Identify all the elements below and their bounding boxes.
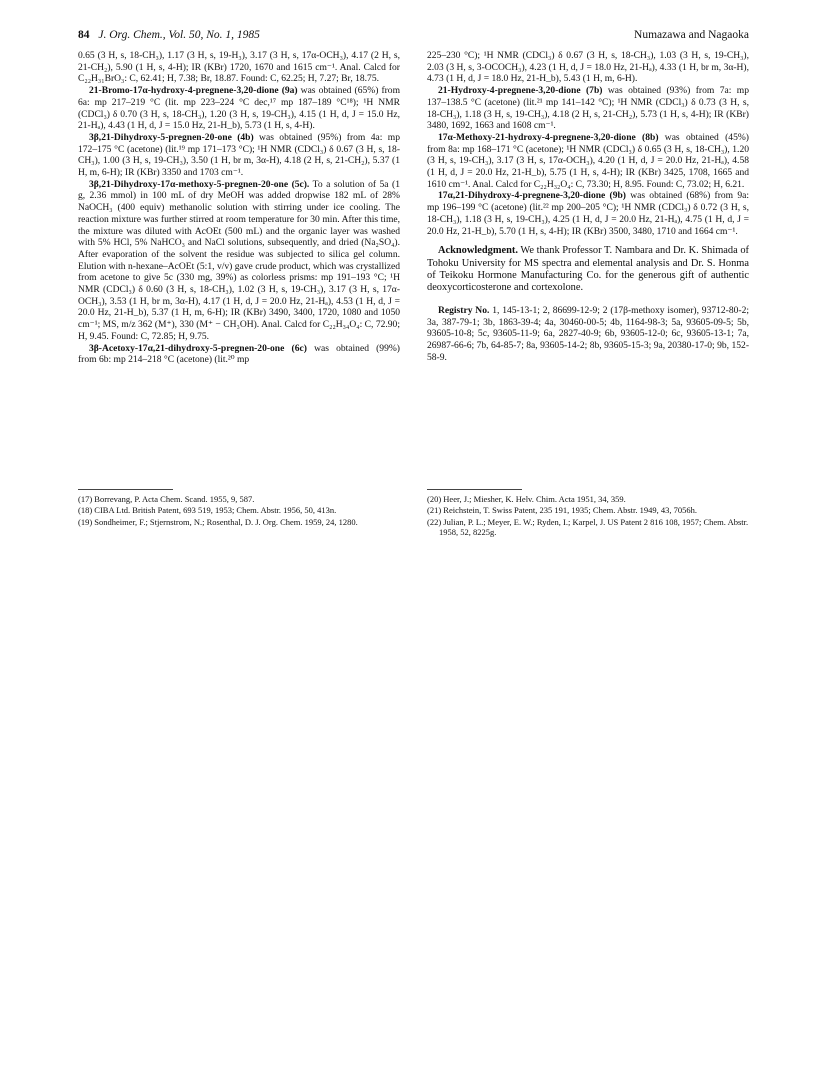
registry-heading: Registry No. xyxy=(438,304,490,316)
paragraph-text: was obtained (45%) from 8a: mp 168–171 °C (acetone); ¹H NMR (CDCl₃) δ 0.65 (3 H, s, 18-CH₃), 1.20 (3 H, s, 19-CH₃), 3.17 (3 H, s, 17α-OCH₃), 4.20 (1 H, d, J = 20.0 Hz, 21-Hₐ), 4.58 (1 H, d, J = 20.0 Hz, 21-H_b), 5.75 (1 H, s, 4-H); IR (KBr) 3425, 1708, 1665 and 1610 cm⁻¹. Anal. Calcd for C₂₂H₃₂O₄: C, 73.30; H, 8.95. Found: C, 73.02; H, 6.21. xyxy=(427,131,749,190)
acknowledgment-text: We thank Professor T. Nambara and Dr. K. Shimada of Tohoku University for MS spectra and elemental analysis and Dr. S. Honma of Teikoku Hormone Manufacturing Co. for the generous gift of authentic deoxycorticosterone and cortexolone. xyxy=(427,245,749,294)
paragraph: 0.65 (3 H, s, 18-CH₃), 1.17 (3 H, s, 19-H₃), 3.17 (3 H, s, 17α-OCH₃), 4.17 (2 H, s, 21-CH₂), 5.90 (1 H, s, 4-H); IR (KBr) 1720, 1670 and 1615 cm⁻¹. Anal. Calcd for C₂₂H₃₁BrO₃: C, 62.41; H, 7.38; Br, 18.87. Found: C, 62.25; H, 7.27; Br, 18.75. xyxy=(78,50,400,85)
paragraph xyxy=(78,179,400,343)
page-number: 84 xyxy=(78,29,90,41)
paragraph: 225–230 °C); ¹H NMR (CDCl₃) δ 0.67 (3 H, s, 18-CH₃), 1.03 (3 H, s, 19-CH₃), 2.03 (3 H, s, 3-OCOCH₃), 4.23 (1 H, d, J = 18.0 Hz, 21-Hₐ), 4.33 (1 H, br m, 3α-H), 4.73 (1 H, d, J = 18.0 Hz, 21-H_b), 5.43 (1 H, m, 6-H). xyxy=(427,50,749,85)
page-header xyxy=(78,26,749,44)
paragraph-text: was obtained (95%) from 4a: mp 172–175 °C (acetone) (lit.¹⁹ mp 171–173 °C); ¹H NMR (CDCl₃) δ 0.67 (3 H, s, 18-CH₃), 1.00 (3 H, s, 19-CH₃), 3.50 (1 H, br m, 3α-H), 4.18 (2 H, s, 21-CH₂), 5.37 (1 H, m, 6-H); IR (KBr) 3350 and 1703 cm⁻¹. xyxy=(78,131,400,179)
paragraph-text: was obtained (99%) from 6b: mp 214–218 °C (acetone) (lit.²⁰ mp xyxy=(78,342,400,366)
paragraph-text: To a solution of 5a (1 g, 2.36 mmol) in 100 mL of dry MeOH was added dropwise 182 mL of 28% NaOCH₃ (400 equiv) methanolic solution with stirring under ice cooling. The reaction mixture was further stirred at room temperature for 30 min. After this time, the mixture was diluted with AcOEt (500 mL) and the organic layer was washed with 5% HCl, 5% NaHCO₃ and NaCl solutions, subsequently, and dried (Na₂SO₄). After evaporation of the solvent the residue was subjected to silica gel column. Elution with n-hexane–AcOEt (5:1, v/v) gave crude product, which was crystallized from acetone to give 5c (330 mg, 39%) as colorless prisms: mp 191–193 °C; ¹H NMR (CDCl₃) δ 0.60 (3 H, s, 18-CH₃), 1.02 (3 H, s, 19-CH₃), 3.17 (3 H, s, 17α-OCH₃), 3.53 (1 H, br m, 3α-H), 4.17 (1 H, d, J = 20.0 Hz, 21-Hₐ), 4.53 (1 H, d, J = 20.0 Hz, 21-H_b), 5.37 (1 H, m, 6-H); IR (KBr) 3490, 3400, 1720, 1080 and 1050 cm⁻¹; MS, m/z 362 (M⁺), 330 (M⁺ − CH₃OH). Anal. Calcd for C₂₂H₃₄O₄: C, 72.90; H, 9.45. Found: C, 72.85; H, 9.75. xyxy=(78,178,400,342)
running-head: Numazawa and Nagaoka xyxy=(634,29,749,41)
paragraph-text: was obtained (93%) from 7a: mp 137–138.5 °C (acetone) (lit.²¹ mp 141–142 °C); ¹H NMR (CDCl₃) δ 0.73 (3 H, s, 18-CH₃), 1.18 (3 H, s, 19-CH₃), 4.18 (2 H, s, 21-CH₂), 5.73 (1 H, s, 4-H); IR (KBr) 3480, 1692, 1663 and 1608 cm⁻¹. xyxy=(427,85,749,132)
footnote: (17) Borrevang, P. Acta Chem. Scand. 1955, 9, 587. xyxy=(78,494,255,504)
compound-heading: 3β,21-Dihydroxy-17α-methoxy-5-pregnen-20-one (5c). xyxy=(89,178,310,190)
footnote-divider xyxy=(427,489,522,490)
paragraph xyxy=(427,190,749,237)
footnote: (19) Sondheimer, F.; Stjernstrom, N.; Rosenthal, D. J. Org. Chem. 1959, 24, 1280. xyxy=(78,516,358,527)
acknowledgment xyxy=(427,245,749,295)
footnote: (22) Julian, P. L.; Meyer, E. W.; Ryden, I.; Karpel, J. US Patent 2 816 108, 1957; Chem. Abstr. 1958, 52, 8225g. xyxy=(427,516,749,538)
paragraph xyxy=(78,85,400,132)
compound-heading: 3β-Acetoxy-17α,21-dihydroxy-5-pregnen-20-one (6c) xyxy=(89,342,307,354)
compound-heading: 17α,21-Dihydroxy-4-pregnene-3,20-dione (9b) xyxy=(438,190,626,202)
paragraph-text: was obtained (65%) from 6a: mp 217–219 °C (lit. mp 223–224 °C dec,¹⁷ mp 187–189 °C¹⁸); ¹H NMR (CDCl₃) δ 0.70 (3 H, s, 18-CH₃), 1.20 (3 H, s, 19-CH₃), 4.15 (1 H, d, J = 15.0 Hz, 21-Hₐ), 4.43 (1 H, d, J = 15.0 Hz, 21-H_b), 5.73 (1 H, s, 4-H). xyxy=(78,85,401,132)
compound-heading: 17α-Methoxy-21-hydroxy-4-pregnene-3,20-dione (8b) xyxy=(438,131,659,143)
compound-heading: 21-Bromo-17α-hydroxy-4-pregnene-3,20-dione (9a) xyxy=(89,85,298,97)
footnote: (21) Reichstein, T. Swiss Patent, 235 191, 1935; Chem. Abstr. 1949, 43, 7056h. xyxy=(427,505,698,516)
journal-citation: J. Org. Chem., Vol. 50, No. 1, 1985 xyxy=(98,29,260,41)
left-column xyxy=(78,50,400,366)
footnote: (18) CIBA Ltd. British Patent, 693 519, 1953; Chem. Abstr. 1956, 50, 413n. xyxy=(78,505,337,516)
paragraph xyxy=(427,85,749,132)
registry-text: 1, 145-13-1; 2, 86699-12-9; 2 (17β-methoxy isomer), 93712-80-2; 3a, 387-79-1; 3b, 1863-39-4; 4a, 30460-00-5; 4b, 1164-98-3; 5a, 93605-09-5; 5b, 93605-10-8; 5c, 93605-11-9; 6a, 2827-40-9; 6b, 93605-12-0; 6c, 93605-13-1; 7a, 26987-66-6; 7b, 64-85-7; 8a, 93605-14-2; 8b, 93605-15-3; 9a, 20380-17-0; 9b, 152-58-9. xyxy=(427,304,749,363)
paragraph xyxy=(427,132,749,191)
paragraph xyxy=(78,132,400,179)
footnote-divider xyxy=(78,489,173,490)
paragraph-text: was obtained (68%) from 9a: mp 196–199 °C (acetone) (lit.²² mp 200–205 °C); ¹H NMR (CDCl₃) δ 0.72 (3 H, s, 18-CH₃), 1.18 (3 H, s, 19-CH₃), 4.25 (1 H, d, J = 20.0 Hz, 21-Hₐ), 4.75 (1 H, d, J = 20.0 Hz, 21-H_b), 5.70 (1 H, s, 4-H); IR (KBr) 3500, 3480, 1710 and 1664 cm⁻¹. xyxy=(427,190,749,237)
footnotes-left xyxy=(78,494,400,527)
compound-heading: 21-Hydroxy-4-pregnene-3,20-dione (7b) xyxy=(438,85,603,97)
registry-numbers xyxy=(427,305,749,364)
right-column xyxy=(427,50,749,363)
footnotes-right xyxy=(427,494,749,538)
paragraph xyxy=(78,343,400,366)
footnote: (20) Heer, J.; Miesher, K. Helv. Chim. Acta 1951, 34, 359. xyxy=(427,494,626,504)
compound-heading: 3β,21-Dihydroxy-5-pregnen-20-one (4b) xyxy=(89,131,254,143)
acknowledgment-heading: Acknowledgment. xyxy=(438,245,518,257)
